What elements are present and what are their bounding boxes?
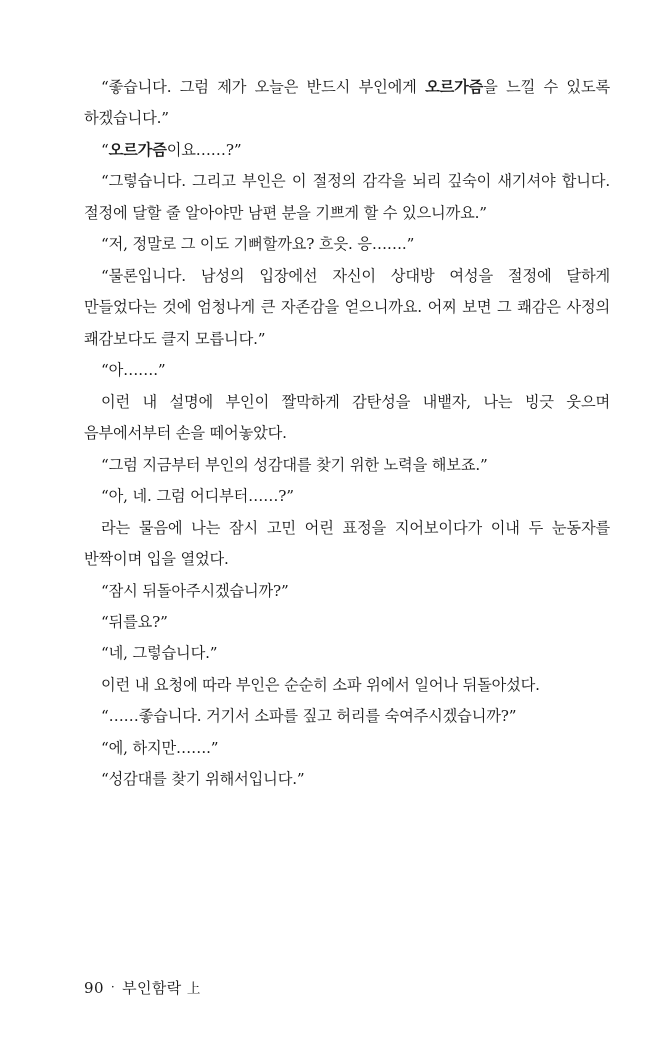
- paragraph: [84, 607, 610, 638]
- text-run: “뒤를요?”: [101, 612, 168, 631]
- text-run: “물론입니다. 남성의 입장에선 자신이 상대방 여성을 절정에 달하게 만들었다는 것에 엄청나게 큰 자존감을 얻으니까요. 어찌 보면 그 쾌감은 사정의 쾌감보다도 클지 모릅니다.”: [84, 266, 610, 348]
- text-run: “좋습니다. 그럼 제가 오늘은 반드시 부인에게: [101, 78, 426, 96]
- text-run: 라는 물음에 나는 잠시 고민 어린 표정을 지어보이다가 이내 두 눈동자를 반짝이며 입을 열었다.: [84, 518, 610, 569]
- paragraph: [84, 670, 610, 701]
- footer-separator: ·: [110, 980, 116, 994]
- text-run: 을 느낄 수 있도록 하겠습니다.”: [84, 78, 610, 128]
- paragraph: [84, 450, 610, 481]
- text-run: “그럼 지금부터 부인의 성감대를 찾기 위한 노력을 해보죠.”: [101, 455, 488, 474]
- text-run: “아, 네. 그럼 어디부터……?”: [101, 487, 294, 506]
- page-body-text: [84, 72, 610, 796]
- footer-volume: 上: [186, 981, 201, 997]
- text-run: “……좋습니다. 거기서 소파를 짚고 허리를 숙여주시겠습니까?”: [101, 707, 517, 726]
- text-run: 이런 내 설명에 부인이 짤막하게 감탄성을 내뱉자, 나는 빙긋 웃으며 음부에서부터 손을 떼어놓았다.: [84, 392, 610, 443]
- paragraph: [84, 229, 610, 260]
- text-run: “성감대를 찾기 위해서입니다.”: [101, 770, 305, 789]
- paragraph: [84, 387, 610, 450]
- text-run: 이런 내 요청에 따라 부인은 순순히 소파 위에서 일어나 뒤돌아섰다.: [101, 675, 540, 694]
- paragraph: [84, 638, 610, 669]
- paragraph: [84, 576, 610, 607]
- text-run: “아…….”: [101, 361, 166, 380]
- paragraph: [84, 733, 610, 764]
- paragraph: [84, 355, 610, 386]
- text-run: “네, 그렇습니다.”: [101, 644, 218, 663]
- paragraph: [84, 481, 610, 512]
- text-run: “에, 하지만…….”: [101, 738, 219, 757]
- emphasis-text: 오르가즘: [425, 78, 484, 96]
- footer-book-title: 부인함락: [122, 979, 182, 997]
- paragraph: [84, 701, 610, 732]
- emphasis-text: 오르가즘: [108, 140, 167, 159]
- page-footer: [84, 977, 201, 998]
- paragraph: [84, 513, 610, 576]
- page-number: 90: [84, 979, 104, 997]
- paragraph: [84, 166, 610, 229]
- paragraph: [84, 135, 610, 166]
- text-run: 이요……?”: [166, 140, 242, 159]
- text-run: “: [101, 140, 109, 159]
- text-run: “그렇습니다. 그리고 부인은 이 절정의 감각을 뇌리 깊숙이 새기셔야 합니다. 절정에 달할 줄 알아야만 남편 분을 기쁘게 할 수 있으니까요.”: [84, 172, 610, 222]
- paragraph: [84, 72, 610, 135]
- text-run: “저, 정말로 그 이도 기뻐할까요? 흐읏. 응…….”: [101, 235, 415, 254]
- paragraph: [84, 261, 610, 355]
- paragraph: [84, 764, 610, 795]
- text-run: “잠시 뒤돌아주시겠습니까?”: [101, 581, 289, 600]
